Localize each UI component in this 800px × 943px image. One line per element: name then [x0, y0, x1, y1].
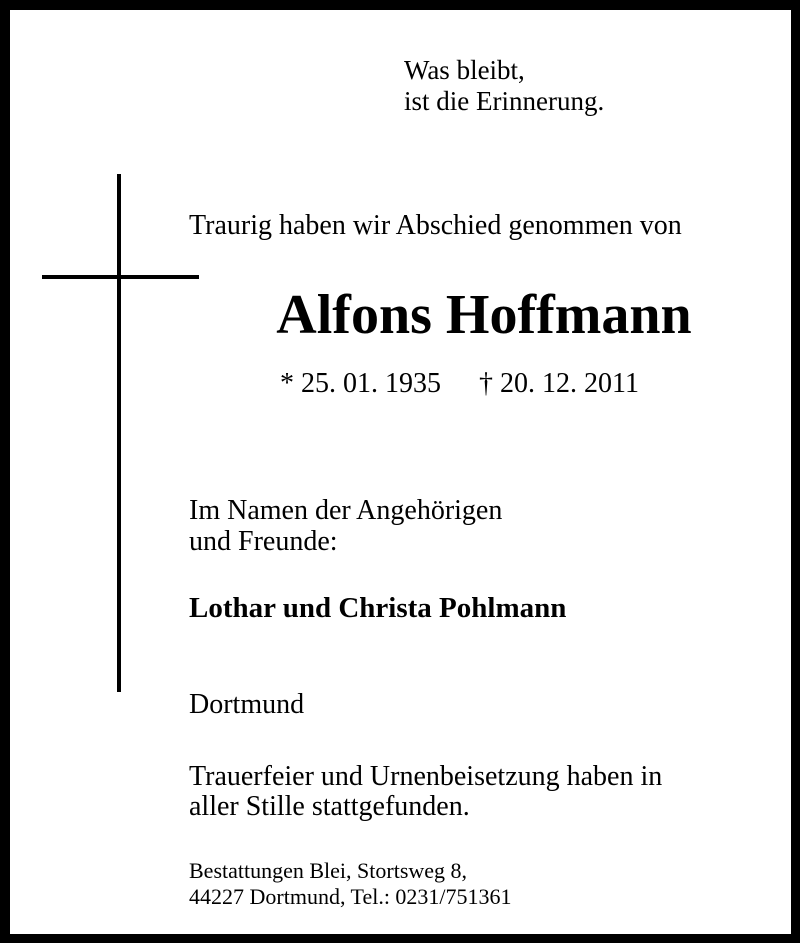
relatives-intro-line-1: Im Namen der Angehörigen [189, 495, 503, 526]
birth-date: * 25. 01. 1935 [280, 368, 441, 399]
undertaker-info [189, 858, 512, 910]
ceremony-note [189, 762, 662, 822]
life-dates [280, 367, 639, 401]
undertaker-info-line-2: 44227 Dortmund, Tel.: 0231/751361 [189, 884, 512, 909]
motto-line-1: Was bleibt, [404, 55, 525, 85]
cross-icon-vertical-bar [117, 174, 121, 692]
relatives-intro [189, 495, 502, 557]
relatives-intro-line-2: und Freunde: [189, 526, 338, 557]
undertaker-info-line-1: Bestattungen Blei, Stortsweg 8, [189, 858, 468, 883]
cross-icon-horizontal-bar [42, 275, 199, 279]
deceased-name: Alfons Hoffmann [276, 284, 692, 346]
city: Dortmund [189, 689, 305, 720]
ceremony-note-line-1: Trauerfeier und Urnenbeisetzung haben in [189, 761, 663, 792]
motto [404, 55, 604, 117]
intro-text: Traurig haben wir Abschied genommen von [189, 210, 682, 241]
ceremony-note-line-2: aller Stille stattgefunden. [189, 791, 470, 822]
survivors-names: Lothar und Christa Pohlmann [189, 592, 567, 624]
death-date: † 20. 12. 2011 [479, 368, 639, 399]
motto-line-2: ist die Erinnerung. [404, 86, 605, 116]
